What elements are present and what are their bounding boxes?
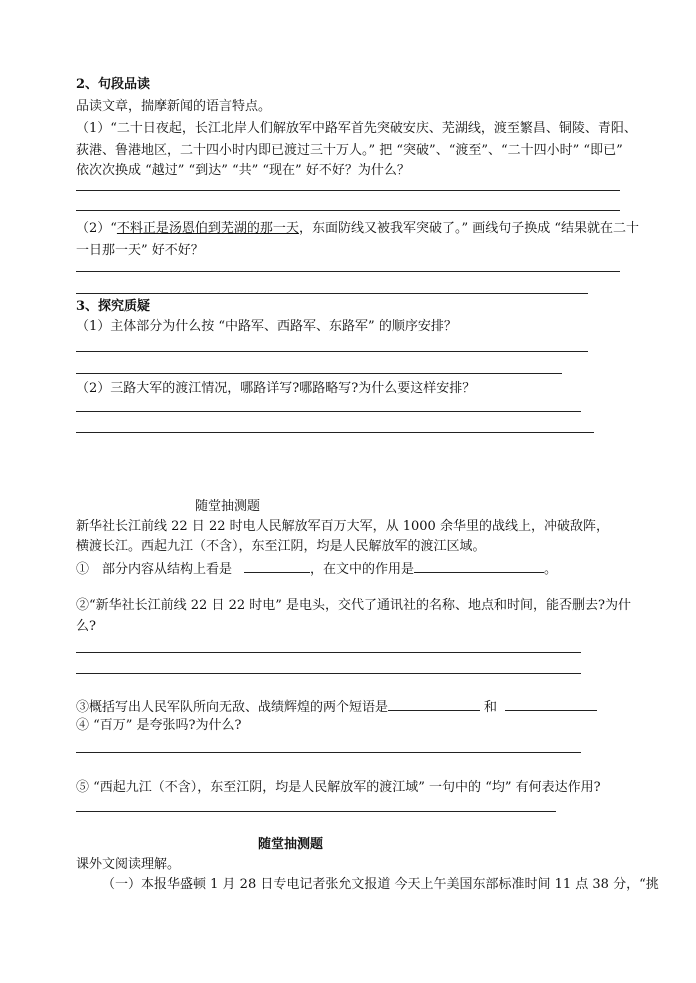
quiz1-q2-line1: ②“新华社长江前线 22 日 22 时电” 是电头，交代了通讯社的名称、地点和时间，能否删去?为什	[76, 598, 632, 613]
answer-line[interactable]	[76, 210, 620, 211]
quiz1-q3-part-b: 和	[484, 700, 498, 715]
fill-blank[interactable]	[388, 697, 480, 711]
section-3-heading: 3、探究质疑	[76, 299, 151, 314]
s2-q1-line1: （1）“二十日夜起，长江北岸人们解放军中路军首先突破安庆、芜湖线，渡至繁昌、铜陵、青阳、	[76, 121, 637, 136]
s2-q1-line3: 依次次换成 “越过” “到达” “共” “现在” 好不好？为什么？	[76, 163, 410, 178]
quiz1-q5: ⑤ “西起九江（不含），东至江阴，均是人民解放军的渡江域” 一句中的 “均” 有何表达作用?	[76, 780, 601, 795]
quiz1-q1-part-b: ，在文中的作用是	[310, 562, 415, 577]
s3-q2: （2）三路大军的渡江情况，哪路详写?哪路略写?为什么要这样安排？	[76, 381, 476, 396]
answer-line[interactable]	[76, 432, 594, 433]
answer-line[interactable]	[76, 752, 581, 753]
quiz2-intro: 课外文阅读理解。	[76, 857, 181, 872]
section-2-intro: 品读文章，揣摩新闻的语言特点。	[76, 99, 272, 114]
answer-line[interactable]	[76, 811, 556, 812]
quiz1-q2-line2: 么?	[76, 619, 96, 634]
quiz1-q1-end: 。	[544, 562, 558, 577]
s2-q2-prefix: （2）“	[76, 221, 117, 236]
quiz1-q3-part-a: ③概括写出人民军队所向无敌、战绩辉煌的两个短语是	[76, 700, 389, 715]
quiz2-title: 随堂抽测题	[258, 837, 324, 852]
answer-line[interactable]	[76, 271, 620, 272]
quiz1-q1	[76, 559, 557, 579]
fill-blank[interactable]	[244, 559, 310, 573]
quiz1-title: 随堂抽测题	[195, 499, 261, 514]
s3-q1: （1）主体部分为什么按 “中路军、西路军、东路军” 的顺序安排？	[76, 319, 457, 334]
quiz1-passage-line1: 新华社长江前线 22 日 22 时电人民解放军百万大军，从 1000 余华里的战线上，冲破敌阵，	[76, 519, 609, 534]
s2-q2-rest: ，东面防线又被我军突破了。” 画线句子换成 “结果就在二十	[298, 221, 639, 236]
fill-blank[interactable]	[505, 697, 597, 711]
quiz2-passage-line1: （一）本报华盛顿 1 月 28 日专电记者张允文报道 今天上午美国东部标准时间 11 点 38 分，“挑	[102, 877, 659, 892]
quiz1-passage-line2: 横渡长江。西起九江（不含），东至江阴，均是人民解放军的渡江区域。	[76, 539, 486, 554]
quiz1-q1-part-a: ① 部分内容从结构上看是	[76, 562, 233, 577]
answer-line[interactable]	[76, 351, 588, 352]
answer-line[interactable]	[76, 293, 588, 294]
fill-blank[interactable]	[414, 559, 544, 573]
s2-q1-line2: 荻港、鲁港地区，二十四小时内即已渡过三十万人。” 把 “突破”、“渡至”、“二十四小时” “即已”	[76, 143, 623, 158]
quiz1-q4: ④ “百万” 是夸张吗?为什么?	[76, 718, 242, 733]
answer-line[interactable]	[76, 190, 620, 191]
answer-line[interactable]	[76, 373, 562, 374]
s2-q2-underlined-sentence: 不料正是汤恩伯到芜湖的那一天	[116, 221, 299, 236]
answer-line[interactable]	[76, 652, 581, 653]
answer-line[interactable]	[76, 673, 581, 674]
section-2-heading: 2、句段品读	[76, 77, 151, 92]
s2-q2-line1	[76, 220, 639, 238]
s2-q2-line2: 一日那一天” 好不好？	[76, 243, 204, 258]
quiz1-q3	[76, 697, 597, 717]
answer-line[interactable]	[76, 411, 581, 412]
